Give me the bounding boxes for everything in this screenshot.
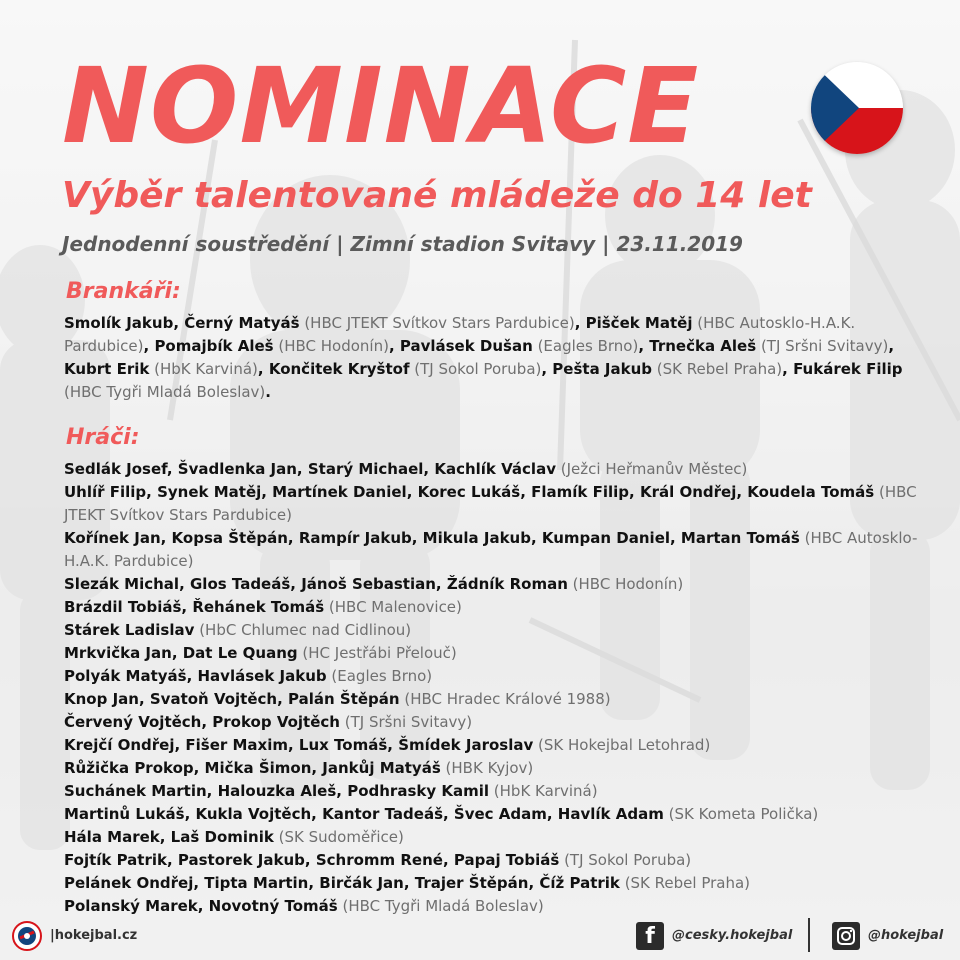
player-row xyxy=(64,527,936,573)
player-row xyxy=(64,711,936,734)
player-club: (Eagles Brno) xyxy=(331,667,433,685)
player-club: (HBC Hradec Králové 1988) xyxy=(404,690,611,708)
player-names: Pelánek Ondřej, Tipta Martin, Birčák Jan, Trajer Štěpán, Číž Patrik xyxy=(64,874,620,892)
player-names: Červený Vojtěch, Prokop Vojtěch xyxy=(64,713,340,731)
event-info: Jednodenní soustředění | Zimní stadion Svitavy | 23.11.2019 xyxy=(62,232,743,256)
player-club: (HbK Karviná) xyxy=(493,782,598,800)
instagram-handle[interactable]: @hokejbal xyxy=(868,928,944,943)
player-row xyxy=(64,734,936,757)
player-names: Slezák Michal, Glos Tadeáš, Jánoš Sebastian, Žádník Roman xyxy=(64,575,568,593)
player-names: Martinů Lukáš, Kukla Vojtěch, Kantor Tadeáš, Švec Adam, Havlík Adam xyxy=(64,805,664,823)
goalies-heading: Brankáři: xyxy=(66,279,181,304)
player-names: Sedlák Josef, Švadlenka Jan, Starý Michael, Kachlík Václav xyxy=(64,460,556,478)
player-names: Růžička Prokop, Mička Šimon, Jankůj Matyáš xyxy=(64,759,441,777)
player-names: Hála Marek, Laš Dominik xyxy=(64,828,274,846)
players-heading: Hráči: xyxy=(66,425,140,450)
player-row xyxy=(64,757,936,780)
goalie-names: Trnečka Aleš xyxy=(649,337,757,355)
goalie-club: (HBC Autosklo-H.A.K. Pardubice) xyxy=(64,314,856,355)
goalie-club: (HBC JTEKT Svítkov Stars Pardubice) xyxy=(304,314,575,332)
player-club: (HBC JTEKT Svítkov Stars Pardubice) xyxy=(64,483,917,524)
player-row xyxy=(64,849,936,872)
player-names: Kořínek Jan, Kopsa Štěpán, Rampír Jakub, Mikula Jakub, Kumpan Daniel, Martan Tomáš xyxy=(64,529,800,547)
player-names: Stárek Ladislav xyxy=(64,621,195,639)
player-row xyxy=(64,895,936,918)
player-club: (SK Rebel Praha) xyxy=(624,874,751,892)
goalie-names: Pišček Matěj xyxy=(585,314,693,332)
goalie-names: Pomajbík Aleš xyxy=(154,337,274,355)
goalie-names: Fukárek Filip xyxy=(793,360,903,378)
player-club: (HBC Hodonín) xyxy=(572,575,684,593)
player-row xyxy=(64,481,936,527)
player-row xyxy=(64,619,936,642)
footer-divider xyxy=(808,918,810,952)
players-list xyxy=(64,458,936,918)
player-names: Suchánek Martin, Halouzka Aleš, Podhrasky Kamil xyxy=(64,782,490,800)
goalie-separator: , xyxy=(257,360,269,378)
player-row xyxy=(64,872,936,895)
player-club: (HBC Malenovice) xyxy=(328,598,462,616)
player-club: (Ježci Heřmanův Městec) xyxy=(560,460,748,478)
czech-flag-icon xyxy=(811,62,903,154)
goalie-separator: , xyxy=(143,337,155,355)
goalie-club: (Eagles Brno) xyxy=(537,337,639,355)
player-club: (HBC Autosklo-H.A.K. Pardubice) xyxy=(64,529,918,570)
facebook-icon[interactable]: f xyxy=(636,922,664,950)
goalie-club: (HBC Tygři Mladá Boleslav) xyxy=(64,383,266,401)
player-names: Polanský Marek, Novotný Tomáš xyxy=(64,897,338,915)
player-names: Polyák Matyáš, Havlásek Jakub xyxy=(64,667,327,685)
goalie-separator: , xyxy=(638,337,650,355)
player-row xyxy=(64,596,936,619)
player-row xyxy=(64,458,936,481)
player-club: (SK Hokejbal Letohrad) xyxy=(538,736,711,754)
goalie-separator: , xyxy=(388,337,400,355)
page-subtitle: Výběr talentované mládeže do 14 let xyxy=(62,175,812,216)
player-club: (HBK Kyjov) xyxy=(445,759,534,777)
goalie-names: Pešta Jakub xyxy=(552,360,653,378)
player-row xyxy=(64,665,936,688)
player-row xyxy=(64,826,936,849)
player-row xyxy=(64,803,936,826)
footer-site-link[interactable]: |hokejbal.cz xyxy=(50,928,138,943)
player-club: (SK Kometa Polička) xyxy=(668,805,819,823)
player-row xyxy=(64,573,936,596)
goalie-club: (TJ Sokol Poruba) xyxy=(414,360,542,378)
goalie-club: (SK Rebel Praha) xyxy=(656,360,783,378)
page-title: NOMINACE xyxy=(62,45,700,167)
player-club: (HC Jestřábi Přelouč) xyxy=(302,644,457,662)
player-names: Uhlíř Filip, Synek Matěj, Martínek Daniel, Korec Lukáš, Flamík Filip, Král Ondřej, Koudela Tomáš xyxy=(64,483,875,501)
player-row xyxy=(64,642,936,665)
goalie-club: (HBC Hodonín) xyxy=(278,337,389,355)
goalie-separator: , xyxy=(541,360,553,378)
goalie-names: Kubrt Erik xyxy=(64,360,150,378)
facebook-handle[interactable]: @cesky.hokejbal xyxy=(672,928,793,943)
goalies-list xyxy=(64,312,936,404)
goalie-separator: . xyxy=(265,383,271,401)
player-names: Knop Jan, Svatoň Vojtěch, Palán Štěpán xyxy=(64,690,400,708)
player-club: (TJ Sokol Poruba) xyxy=(564,851,692,869)
goalie-names: Končitek Kryštof xyxy=(268,360,410,378)
goalie-names: Smolík Jakub, Černý Matyáš xyxy=(64,314,300,332)
goalie-club: (TJ Sršni Svitavy) xyxy=(760,337,889,355)
player-names: Fojtík Patrik, Pastorek Jakub, Schromm René, Papaj Tobiáš xyxy=(64,851,560,869)
player-row xyxy=(64,688,936,711)
player-row xyxy=(64,780,936,803)
goalie-club: (HbK Karviná) xyxy=(154,360,258,378)
player-names: Mrkvička Jan, Dat Le Quang xyxy=(64,644,298,662)
player-club: (TJ Sršni Svitavy) xyxy=(344,713,473,731)
hokejbal-logo-icon xyxy=(12,921,42,951)
goalie-separator: , xyxy=(782,360,794,378)
goalie-names: Pavlásek Dušan xyxy=(399,337,533,355)
player-club: (HbC Chlumec nad Cidlinou) xyxy=(199,621,412,639)
player-names: Krejčí Ondřej, Fišer Maxim, Lux Tomáš, Šmídek Jaroslav xyxy=(64,736,534,754)
player-club: (SK Sudoměřice) xyxy=(278,828,404,846)
goalie-separator: , xyxy=(574,314,586,332)
instagram-icon[interactable] xyxy=(832,922,860,950)
goalie-separator: , xyxy=(888,337,895,355)
player-club: (HBC Tygři Mladá Boleslav) xyxy=(342,897,544,915)
player-names: Brázdil Tobiáš, Řehánek Tomáš xyxy=(64,598,325,616)
